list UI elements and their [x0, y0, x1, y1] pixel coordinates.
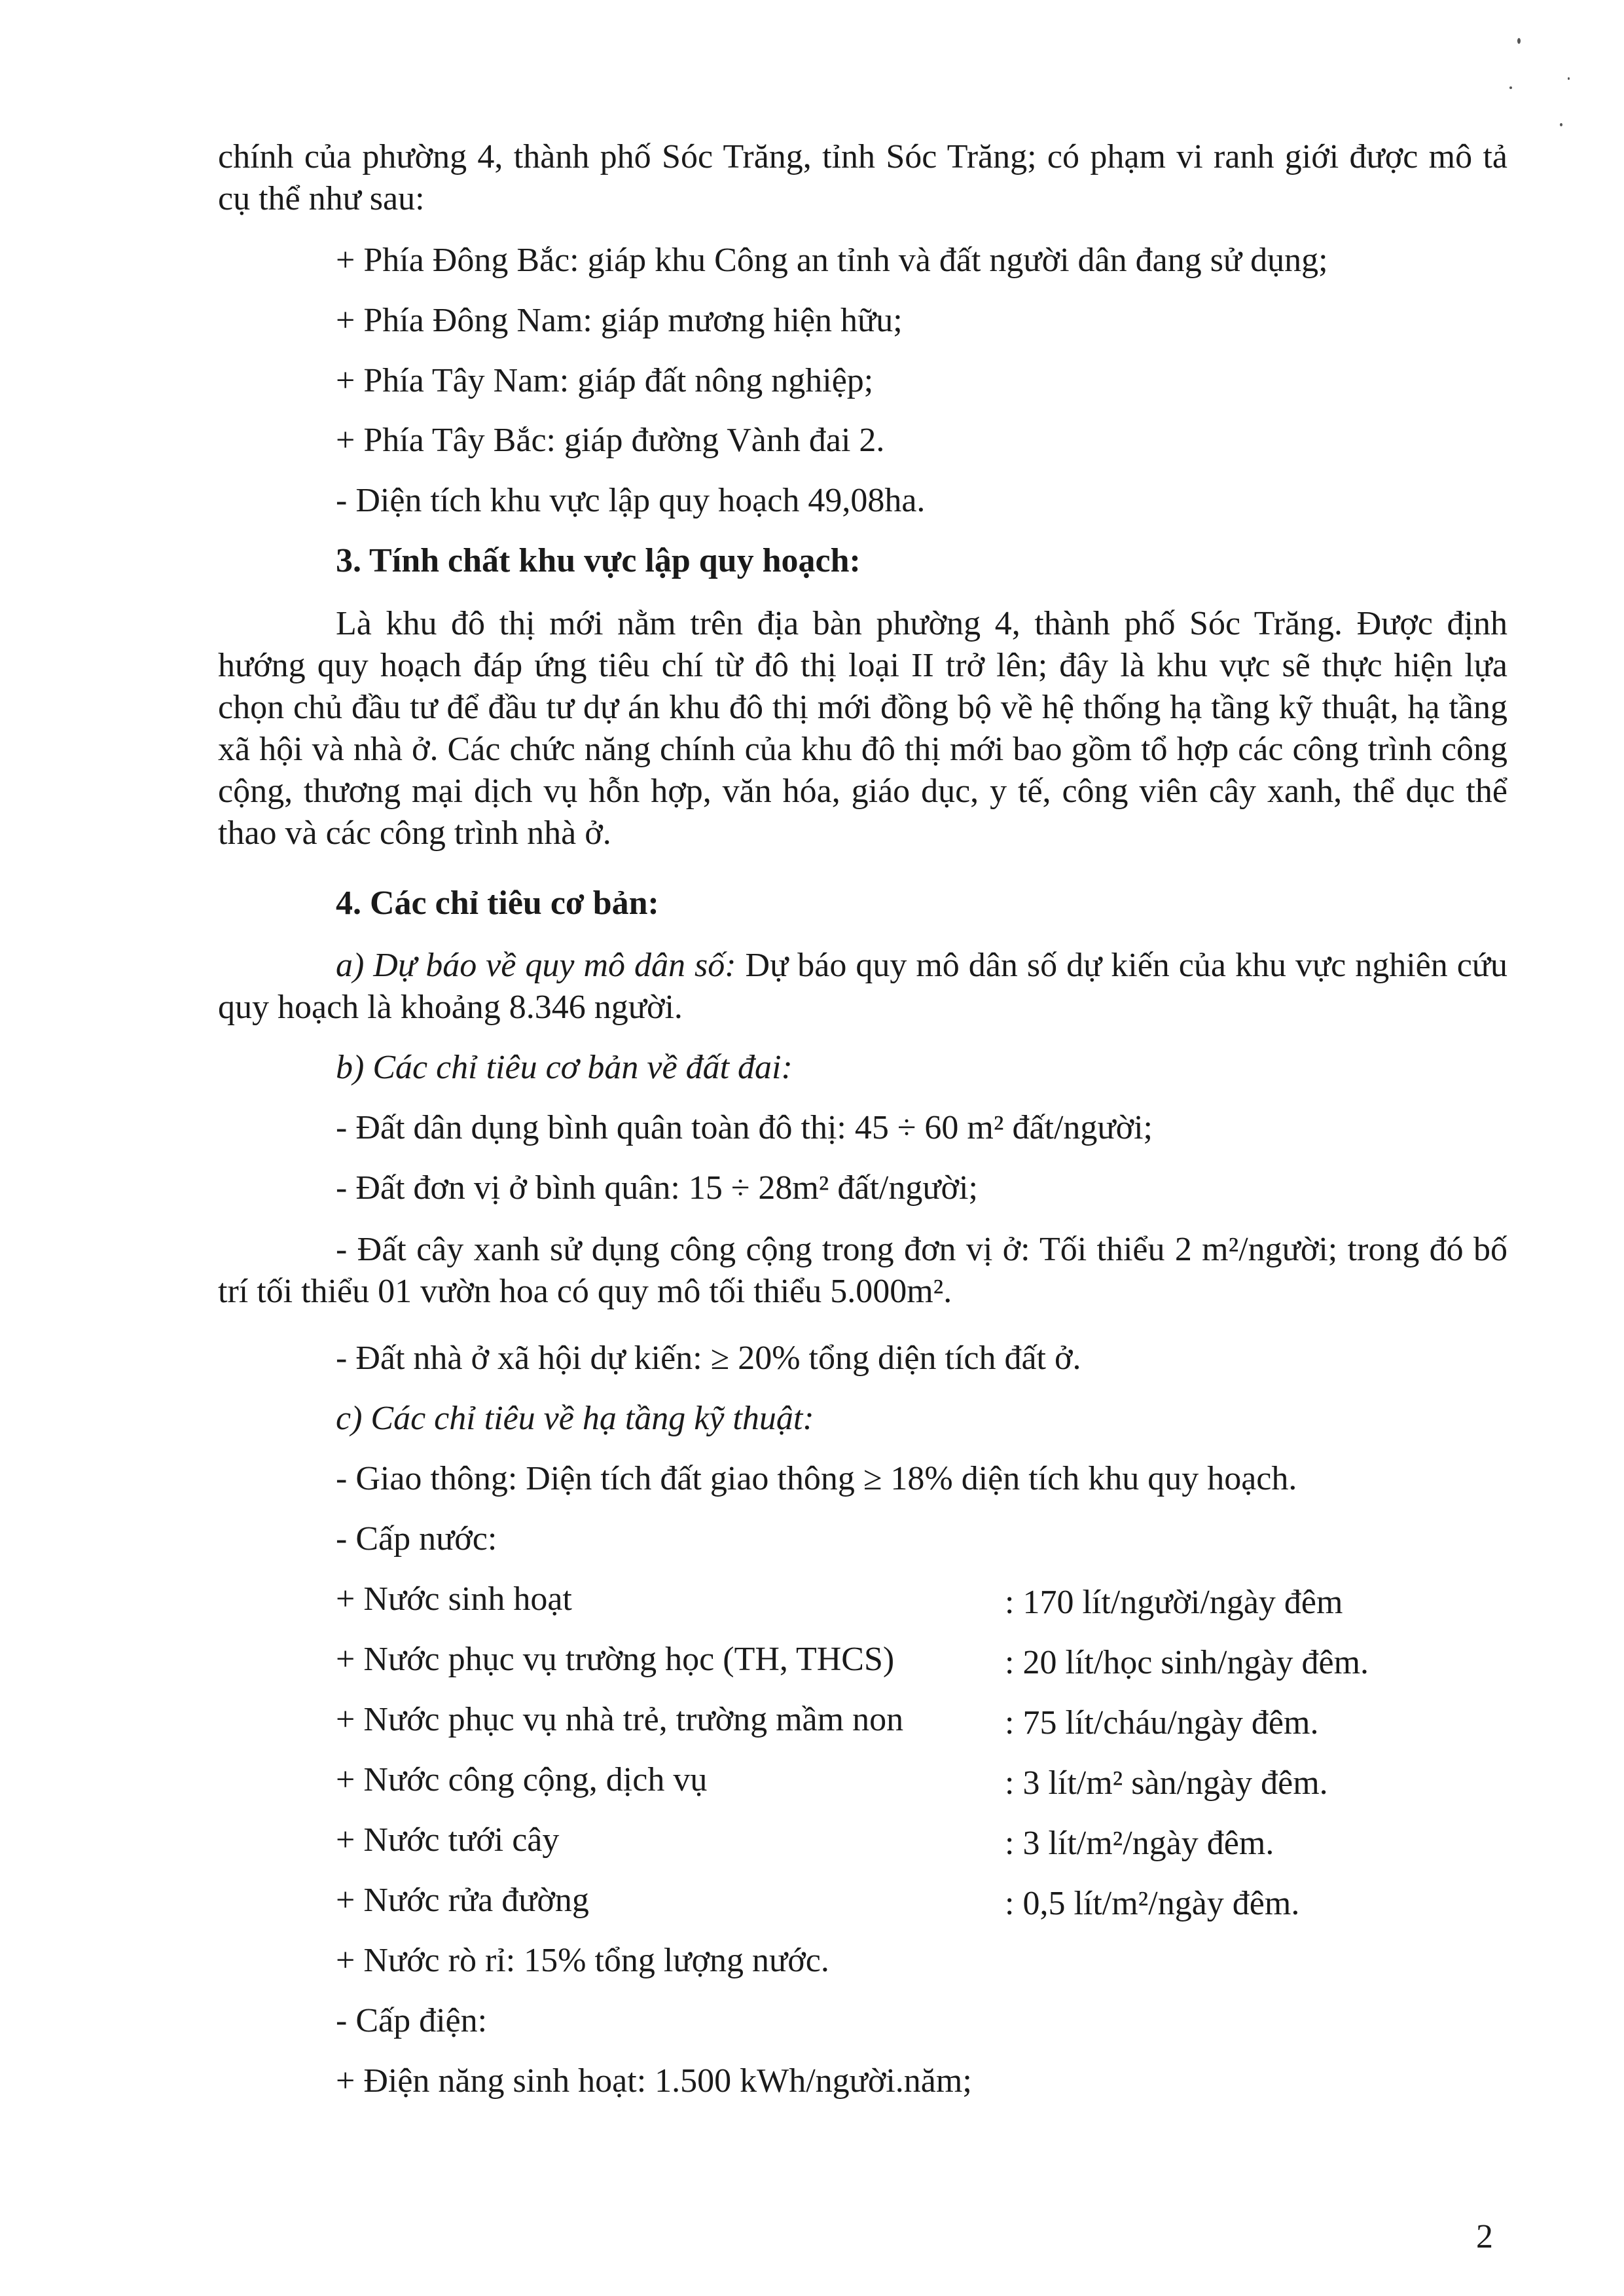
water-row-value: : 3 lít/m² sàn/ngày đêm. [1005, 1764, 1328, 1802]
water-leak-line: + Nước rò rỉ: 15% tổng lượng nước. [336, 1942, 829, 1979]
water-row-value: : 170 lít/người/ngày đêm [1005, 1584, 1343, 1621]
land-indicator-civil: - Đất dân dụng bình quân toàn đô thị: 45 ÷ 60 m² đất/người; [336, 1109, 1153, 1146]
boundary-southwest: + Phía Tây Nam: giáp đất nông nghiệp; [336, 362, 874, 399]
section4-heading: 4. Các chỉ tiêu cơ bản: [336, 884, 659, 922]
infrastructure-label: c) Các chỉ tiêu về hạ tầng kỹ thuật: [336, 1400, 814, 1437]
water-row-label: + Nước rửa đường [336, 1882, 589, 1919]
area-line: - Diện tích khu vực lập quy hoạch 49,08ha. [336, 482, 926, 519]
scan-speck [1568, 77, 1570, 80]
scan-speck [1509, 86, 1512, 89]
population-forecast-text: Dự báo quy mô dân số dự kiến của khu vực nghiên cứu quy hoạch là khoảng 8.346 người. [218, 947, 1507, 1026]
page-number: 2 [1476, 2218, 1493, 2255]
population-forecast-label: a) Dự báo về quy mô dân số: [336, 947, 736, 984]
traffic-indicator: - Giao thông: Diện tích đất giao thông ≥ 18% diện tích khu quy hoạch. [336, 1460, 1297, 1497]
water-row-label: + Nước phục vụ trường học (TH, THCS) [336, 1641, 895, 1678]
scan-speck [1560, 123, 1562, 126]
water-row-label: + Nước phục vụ nhà trẻ, trường mầm non [336, 1701, 904, 1738]
land-indicators-label: b) Các chỉ tiêu cơ bản về đất đai: [336, 1049, 793, 1086]
boundary-southeast: + Phía Đông Nam: giáp mương hiện hữu; [336, 302, 903, 339]
water-row-value: : 3 lít/m²/ngày đêm. [1005, 1825, 1274, 1862]
section3-heading: 3. Tính chất khu vực lập quy hoạch: [336, 542, 861, 579]
water-row-value: : 75 lít/cháu/ngày đêm. [1005, 1704, 1319, 1741]
water-row-value: : 20 lít/học sinh/ngày đêm. [1005, 1644, 1369, 1681]
power-supply-heading: - Cấp điện: [336, 2002, 488, 2039]
water-supply-heading: - Cấp nước: [336, 1520, 497, 1558]
scan-speck [1517, 38, 1521, 44]
water-row-label: + Nước công cộng, dịch vụ [336, 1761, 708, 1798]
land-indicator-green: - Đất cây xanh sử dụng công cộng trong đơn vị ở: Tối thiểu 2 m²/người; trong đó bố trí tối thiểu 01 vườn hoa có quy mô tối thiểu 5.000m². [218, 1231, 1507, 1310]
boundary-northwest: + Phía Tây Bắc: giáp đường Vành đai 2. [336, 422, 885, 459]
water-row-value: : 0,5 lít/m²/ngày đêm. [1005, 1885, 1300, 1922]
water-row-label: + Nước sinh hoạt [336, 1580, 572, 1618]
land-indicator-unit: - Đất đơn vị ở bình quân: 15 ÷ 28m² đất/người; [336, 1169, 978, 1207]
section3-paragraph: Là khu đô thị mới nằm trên địa bàn phường 4, thành phố Sóc Trăng. Được định hướng quy hoạch đáp ứng tiêu chí từ đô thị loại II trở lên; đây là khu vực sẽ thực hiện lựa chọn chủ đầu tư để đầu tư dự án khu đô thị mới đồng bộ về hệ thống hạ tầng kỹ thuật, hạ tầng xã hội và nhà ở. Các chức năng chính của khu đô thị mới bao gồm tổ hợp các công trình công cộng, thương mại dịch vụ hỗn hợp, văn hóa, giáo dục, y tế, công viên cây xanh, thể dục thể thao và các công trình nhà ở. [218, 605, 1507, 852]
power-indicator: + Điện năng sinh hoạt: 1.500 kWh/người.năm; [336, 2062, 972, 2100]
land-indicator-social-housing: - Đất nhà ở xã hội dự kiến: ≥ 20% tổng diện tích đất ở. [336, 1339, 1081, 1377]
intro-paragraph: chính của phường 4, thành phố Sóc Trăng, tỉnh Sóc Trăng; có phạm vi ranh giới được mô tả cụ thể như sau: [218, 138, 1507, 217]
population-forecast [218, 945, 1507, 1029]
water-row-label: + Nước tưới cây [336, 1821, 560, 1859]
boundary-northeast: + Phía Đông Bắc: giáp khu Công an tỉnh và đất người dân đang sử dụng; [336, 242, 1328, 279]
